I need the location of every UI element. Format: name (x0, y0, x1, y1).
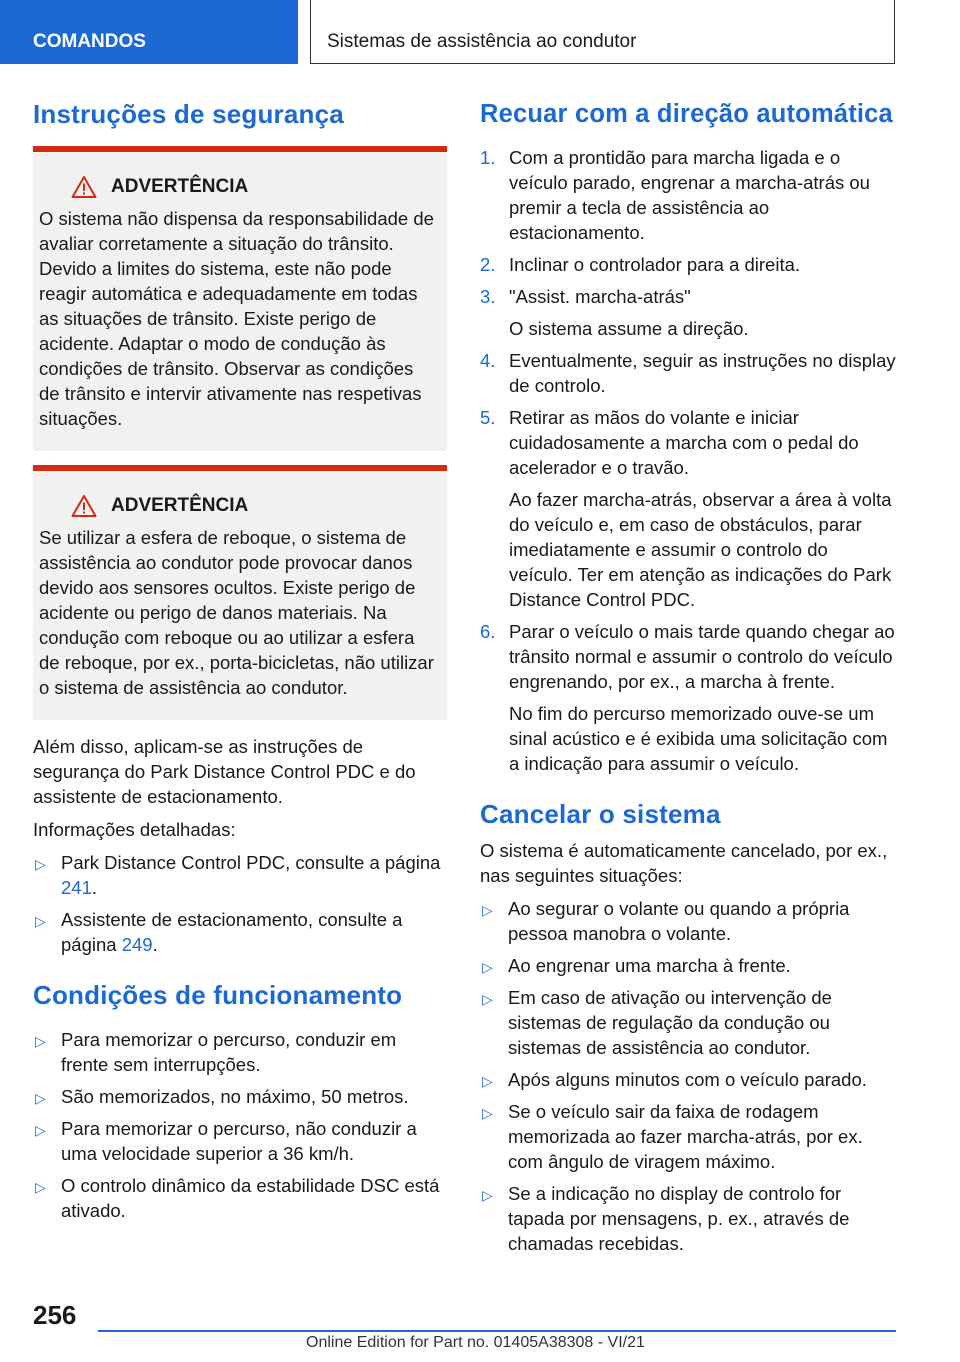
step-item (480, 145, 896, 245)
step-text: Com a prontidão para marcha ligada e o veículo parado, engrenar a marcha-atrás ou premir a tecla de assistência ao estacionamento. (509, 147, 870, 244)
header-tab: COMANDOS (0, 0, 298, 64)
list-item-punct: . (91, 876, 98, 898)
list-item (33, 1173, 447, 1223)
warning-text: O sistema não dispensa da responsabilidade de avaliar corretamente a situação do trânsito. Devido a limites do sistema, este não pode reagir automática e adequadamente em todas as situações de trânsito. Existe perigo de acidente. Adaptar o modo de condução às condições de trânsito. Observar as condições de trânsito e intervir ativamente nas respetivas situações. (39, 207, 434, 429)
warning-label: ADVERTÊNCIA (111, 175, 249, 197)
additional-text: Além disso, aplicam-se as instruções de segurança do Park Distance Control PDC e do assistente de estacionamento. (33, 735, 416, 807)
steps-list (480, 145, 896, 776)
list-item-text: Se o veículo sair da faixa de rodagem memorizada ao fazer marcha-atrás, por ex. com ângulo de viragem máximo. (508, 1100, 863, 1172)
list-item-text: Park Distance Control PDC, consulte a página (61, 851, 441, 873)
triangle-bullet-icon: ▷ (35, 1178, 46, 1195)
step-text: "Assist. marcha-atrás" (509, 286, 691, 308)
step-item (480, 284, 896, 341)
page-link[interactable]: 249 (121, 933, 153, 955)
list-item-text: Se a indicação no display de controlo for tapada por mensagens, p. ex., através de chamadas recebidas. (508, 1182, 850, 1254)
warning-header (39, 172, 439, 202)
list-item (33, 1027, 447, 1077)
triangle-bullet-icon: ▷ (482, 958, 493, 975)
step-item (480, 405, 896, 612)
list-item-text: Após alguns minutos com o veículo parado. (508, 1068, 867, 1090)
step-text: Eventualmente, seguir as instruções no display de controlo. (509, 350, 896, 397)
list-item (480, 1067, 896, 1092)
right-column (480, 98, 896, 1266)
step-item (480, 252, 896, 277)
triangle-bullet-icon: ▷ (482, 901, 493, 918)
step-number: 1. (480, 147, 496, 169)
triangle-bullet-icon: ▷ (35, 1032, 46, 1049)
triangle-bullet-icon: ▷ (35, 912, 46, 929)
list-item-text: Para memorizar o percurso, conduzir em frente sem interrupções. (61, 1028, 397, 1075)
list-item (480, 896, 896, 946)
step-number: 3. (480, 286, 496, 308)
footer (98, 1334, 896, 1352)
safety-title: Instruções de segurança (33, 99, 344, 129)
step-number: 2. (480, 254, 496, 276)
step-number: 5. (480, 407, 496, 429)
step-item (480, 619, 896, 776)
left-column (33, 98, 447, 1233)
list-item (33, 907, 447, 957)
step-number: 6. (480, 621, 496, 643)
list-item-punct: . (152, 933, 158, 955)
triangle-bullet-icon: ▷ (482, 1104, 493, 1121)
cancel-intro: O sistema é automaticamente cancelado, por ex., nas seguintes situações: (480, 839, 888, 886)
page-number: 256 (33, 1300, 77, 1330)
warning-label: ADVERTÊNCIA (111, 494, 249, 516)
conditions-title: Condições de funcionamento (33, 979, 403, 1010)
list-item (33, 1116, 447, 1166)
list-item-text: O controlo dinâmico da estabilidade DSC está ativado. (61, 1174, 440, 1221)
step-text: Parar o veículo o mais tarde quando chegar ao trânsito normal e assumir o controlo do veículo engrenando, por ex., a marcha à frente. (509, 621, 895, 693)
step-text: Inclinar o controlador para a direita. (509, 254, 801, 276)
list-item (480, 985, 896, 1060)
triangle-bullet-icon: ▷ (35, 1089, 46, 1106)
cancel-title: Cancelar o sistema (480, 799, 721, 830)
list-item-text: Em caso de ativação ou intervenção de sistemas de regulação da condução ou sistemas de assistência ao condutor. (508, 986, 832, 1058)
step-subtext: No fim do percurso memorizado ouve-se um sinal acústico e é exibida uma solicitação com a indicação para assumir o veículo. (509, 703, 888, 775)
warning-text: Se utilizar a esfera de reboque, o sistema de assistência ao condutor pode provocar danos devido aos sensores ocultos. Existe perigo de acidente ou perigo de danos materiais. Na condução com reboque ou ao utilizar a esfera de reboque, por ex., porta-bicicletas, não utilizar o sistema de assistência ao condutor. (39, 526, 434, 698)
conditions-list (33, 1027, 447, 1223)
triangle-bullet-icon: ▷ (35, 1121, 46, 1138)
details-list (33, 850, 447, 957)
step-subtext: Ao fazer marcha-atrás, observar a área à volta do veículo e, em caso de obstáculos, parar imediatamente e assumir o controlo do veículo. Ter em atenção as indicações do Park Distance Control PDC. (509, 489, 892, 611)
step-subtext: O sistema assume a direção. (509, 318, 749, 340)
triangle-bullet-icon: ▷ (482, 1186, 493, 1203)
footer-edition: Online Edition for Part no. 01405A38308 - VI/21 (306, 1334, 645, 1351)
step-text: Retirar as mãos do volante e iniciar cuidadosamente a marcha com o pedal do acelerador e o travão. (509, 407, 859, 479)
warning-triangle-icon (71, 175, 97, 199)
warning-box-1 (33, 146, 447, 451)
list-item-text: Para memorizar o percurso, não conduzir a uma velocidade superior a 36 km/h. (61, 1117, 417, 1164)
list-item (480, 1099, 896, 1174)
list-item-text: Ao segurar o volante ou quando a própria pessoa manobra o volante. (508, 897, 850, 944)
page-link[interactable]: 241 (61, 876, 92, 898)
triangle-bullet-icon: ▷ (35, 855, 46, 872)
step-number: 4. (480, 350, 496, 372)
warning-header (39, 491, 439, 521)
cancel-list (480, 896, 896, 1256)
list-item-text: São memorizados, no máximo, 50 metros. (61, 1085, 409, 1107)
header-section-title: Sistemas de assistência ao condutor (310, 0, 895, 64)
reverse-title: Recuar com a direção automática (480, 100, 893, 128)
triangle-bullet-icon: ▷ (482, 1072, 493, 1089)
triangle-bullet-icon: ▷ (482, 990, 493, 1007)
list-item (33, 850, 447, 900)
list-item (480, 953, 896, 978)
list-item (480, 1181, 896, 1256)
details-label: Informações detalhadas: (33, 818, 236, 840)
list-item (33, 1084, 447, 1109)
list-item-text: Assistente de estacionamento, consulte a página (61, 908, 403, 955)
list-item-text: Ao engrenar uma marcha à frente. (508, 954, 791, 976)
step-item (480, 348, 896, 398)
warning-box-2 (33, 465, 447, 720)
footer-divider (98, 1330, 896, 1332)
warning-triangle-icon (71, 494, 97, 518)
